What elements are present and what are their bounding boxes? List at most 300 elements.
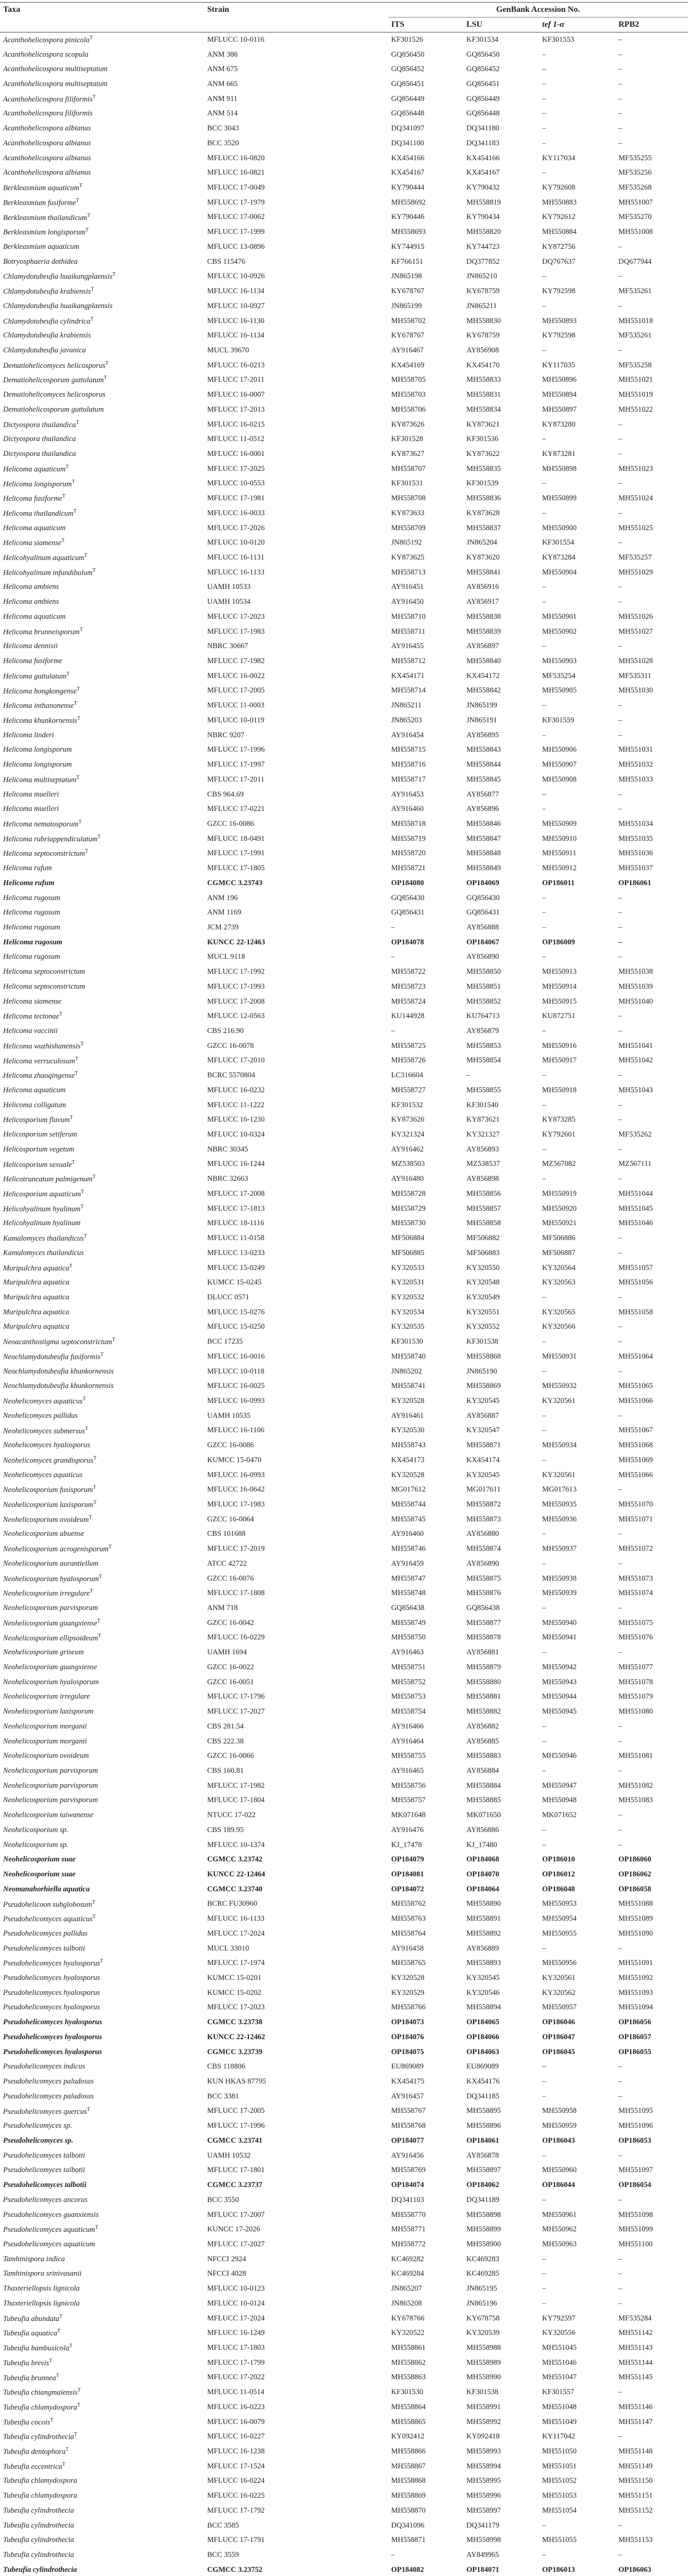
table-row xyxy=(0,1482,688,1497)
cell-its xyxy=(388,994,463,1009)
cell-rpb2 xyxy=(615,1541,688,1556)
cell-its xyxy=(388,1882,463,1897)
cell-tef xyxy=(539,2563,615,2576)
cell-rpb2-text: – xyxy=(618,2284,623,2293)
cell-its-text: MH558720 xyxy=(391,849,426,858)
type-strain-marker: T xyxy=(83,1233,87,1240)
cell-lsu-text: KF301539 xyxy=(466,479,499,488)
cell-strain xyxy=(204,373,388,388)
cell-strain xyxy=(204,77,388,92)
cell-rpb2 xyxy=(615,2237,688,2252)
cell-strain xyxy=(204,1971,388,1986)
cell-taxon xyxy=(0,580,204,595)
cell-its xyxy=(388,639,463,654)
cell-rpb2-text: – xyxy=(618,701,623,710)
cell-lsu-text: GQ856431 xyxy=(466,908,500,917)
cell-strain-text: KUMCC 15-0202 xyxy=(207,1988,262,1997)
cell-rpb2-text: – xyxy=(618,509,623,517)
cell-taxon-text: Pseudohelicomyces aquaticum xyxy=(3,2240,95,2248)
cell-tef-text: MH551055 xyxy=(542,2536,577,2545)
cell-taxon xyxy=(0,1690,204,1705)
cell-rpb2-text: MH551057 xyxy=(618,1263,653,1272)
cell-its xyxy=(388,1897,463,1912)
cell-taxon xyxy=(0,1778,204,1793)
cell-lsu-text: MH558995 xyxy=(466,2477,501,2485)
cell-lsu xyxy=(463,935,539,950)
cell-rpb2-text: – xyxy=(618,479,623,488)
cell-strain-text: ATCC 42722 xyxy=(207,1559,247,1568)
cell-its xyxy=(388,432,463,447)
cell-rpb2-text: MH551082 xyxy=(618,1781,653,1790)
cell-taxon-text: Muripulchra aquatica xyxy=(3,1264,70,1273)
cell-tef-text: MH550947 xyxy=(542,1781,577,1790)
cell-rpb2 xyxy=(615,728,688,743)
cell-taxon xyxy=(0,1660,204,1675)
cell-tef-text: – xyxy=(542,1027,546,1036)
cell-lsu xyxy=(463,284,539,299)
cell-tef-text: MH550900 xyxy=(542,523,577,532)
cell-lsu-text: MH558852 xyxy=(466,997,501,1006)
cell-rpb2 xyxy=(615,1024,688,1039)
cell-lsu-text: MH558878 xyxy=(466,1633,501,1642)
cell-lsu xyxy=(463,1157,539,1172)
cell-rpb2-text: MH551042 xyxy=(618,1056,653,1065)
cell-rpb2-text: – xyxy=(618,94,623,103)
cell-rpb2 xyxy=(615,402,688,417)
cell-taxon xyxy=(0,506,204,521)
cell-rpb2 xyxy=(615,1838,688,1853)
cell-its-text: MH558727 xyxy=(391,1086,426,1094)
cell-its xyxy=(388,269,463,284)
cell-taxon xyxy=(0,2400,204,2415)
cell-tef-text: KY320561 xyxy=(542,1396,576,1405)
cell-tef-text: – xyxy=(542,1411,546,1420)
cell-tef-text: MG017613 xyxy=(542,1485,577,1494)
cell-tef-text: – xyxy=(542,272,546,281)
cell-taxon xyxy=(0,1142,204,1157)
type-strain-marker: T xyxy=(87,2106,90,2112)
cell-its-text: AY916466 xyxy=(391,1722,424,1731)
cell-lsu xyxy=(463,1512,539,1527)
cell-its xyxy=(388,447,463,462)
cell-tef xyxy=(539,950,615,965)
cell-lsu xyxy=(463,2148,539,2163)
cell-tef-text: MH550907 xyxy=(542,760,577,769)
cell-its xyxy=(388,1334,463,1349)
cell-its-text: JN865207 xyxy=(391,2284,422,2293)
cell-its-text: KF301526 xyxy=(391,35,424,44)
cell-lsu-text: KY678759 xyxy=(466,331,500,340)
cell-strain-text: MFLUCC 10-0123 xyxy=(207,2284,265,2293)
cell-taxon xyxy=(0,2148,204,2163)
cell-its xyxy=(388,1438,463,1453)
table-row xyxy=(0,373,688,388)
cell-taxon-text: Helicoma zhaoqingense xyxy=(3,1072,75,1080)
cell-strain xyxy=(204,772,388,787)
table-row xyxy=(0,462,688,477)
table-row xyxy=(0,876,688,891)
cell-lsu-text: KF301534 xyxy=(466,35,499,44)
cell-taxon xyxy=(0,2355,204,2370)
cell-rpb2-text: MH551153 xyxy=(618,2536,653,2545)
cell-rpb2-text: MH551079 xyxy=(618,1692,653,1701)
cell-rpb2 xyxy=(615,1808,688,1823)
cell-tef-text: – xyxy=(542,1100,546,1109)
cell-rpb2-text: OP186057 xyxy=(618,2032,651,2041)
cell-strain xyxy=(204,151,388,166)
cell-its xyxy=(388,757,463,772)
cell-rpb2-text: OP186058 xyxy=(618,1885,651,1893)
cell-tef xyxy=(539,1852,615,1867)
type-strain-marker: T xyxy=(92,1899,95,1905)
cell-tef xyxy=(539,328,615,343)
table-row xyxy=(0,2059,688,2074)
cell-its-text: MH558865 xyxy=(391,2417,426,2426)
cell-taxon-text: Acanthohelicospora filiformis xyxy=(3,95,93,104)
cell-rpb2-text: – xyxy=(618,893,623,902)
cell-tef xyxy=(539,1438,615,1453)
cell-taxon xyxy=(0,121,204,136)
type-strain-marker: T xyxy=(85,1426,89,1432)
cell-lsu-text: MH558837 xyxy=(466,523,501,532)
cell-rpb2-text: MH551044 xyxy=(618,1189,653,1198)
cell-rpb2 xyxy=(615,1409,688,1423)
cell-rpb2-text: – xyxy=(618,716,623,724)
cell-lsu-text: MH558833 xyxy=(466,376,501,384)
cell-its xyxy=(388,1527,463,1542)
table-row xyxy=(0,920,688,935)
cell-rpb2-text: – xyxy=(618,1411,623,1420)
cell-taxon xyxy=(0,1527,204,1542)
cell-tef xyxy=(539,358,615,373)
cell-its-text: OP184075 xyxy=(391,2047,424,2056)
cell-strain xyxy=(204,1808,388,1823)
cell-strain-text: MFLUCC 10-0124 xyxy=(207,2299,265,2308)
cell-strain xyxy=(204,328,388,343)
cell-its-text: KX454175 xyxy=(391,2077,425,2086)
cell-rpb2-text: MH551027 xyxy=(618,627,653,636)
cell-tef xyxy=(539,935,615,950)
cell-tef-text: MH550959 xyxy=(542,2122,577,2130)
cell-its xyxy=(388,2237,463,2252)
cell-taxon xyxy=(0,1127,204,1142)
cell-taxon xyxy=(0,550,204,565)
cell-tef xyxy=(539,2370,615,2385)
cell-taxon xyxy=(0,151,204,166)
cell-rpb2 xyxy=(615,387,688,402)
cell-its xyxy=(388,1187,463,1201)
cell-strain xyxy=(204,1897,388,1912)
cell-tef xyxy=(539,1379,615,1394)
cell-rpb2 xyxy=(615,462,688,477)
type-strain-marker: T xyxy=(85,227,89,233)
cell-its-text: KF301531 xyxy=(391,479,424,488)
cell-its xyxy=(388,1379,463,1394)
cell-rpb2-text: OP186063 xyxy=(618,2565,651,2574)
cell-strain-text: MFLUCC 17-2010 xyxy=(207,1056,265,1065)
cell-lsu xyxy=(463,240,539,255)
cell-rpb2-text: – xyxy=(618,2269,623,2278)
cell-its-text: MH558728 xyxy=(391,1189,426,1198)
cell-tef xyxy=(539,2488,615,2503)
cell-its-text: MH558766 xyxy=(391,2003,426,2012)
table-row xyxy=(0,654,688,669)
table-row xyxy=(0,935,688,950)
type-strain-marker: T xyxy=(92,1174,96,1180)
cell-tef-text: OP186048 xyxy=(542,1885,575,1893)
cell-its xyxy=(388,417,463,432)
cell-strain xyxy=(204,2208,388,2223)
cell-lsu xyxy=(463,2104,539,2119)
cell-its xyxy=(388,1246,463,1261)
cell-rpb2 xyxy=(615,1556,688,1571)
cell-tef xyxy=(539,861,615,876)
cell-taxon xyxy=(0,2252,204,2267)
cell-strain xyxy=(204,2385,388,2400)
cell-rpb2 xyxy=(615,654,688,669)
cell-taxon-text: Tubeufia abundata xyxy=(3,2314,60,2323)
cell-taxon-text: Helicoma rufum xyxy=(3,878,55,887)
cell-lsu xyxy=(463,1009,539,1024)
cell-lsu xyxy=(463,1704,539,1719)
cell-tef-text: MF506887 xyxy=(542,1248,576,1257)
cell-lsu xyxy=(463,373,539,388)
cell-lsu xyxy=(463,1897,539,1912)
cell-taxon xyxy=(0,1823,204,1838)
cell-lsu xyxy=(463,580,539,595)
cell-tef-text: MH550931 xyxy=(542,1352,577,1361)
cell-rpb2 xyxy=(615,417,688,432)
cell-its-text: MH558692 xyxy=(391,198,426,207)
cell-taxon-text: Muripulchra aquatica xyxy=(3,1293,70,1301)
cell-tef xyxy=(539,1778,615,1793)
cell-taxon xyxy=(0,2208,204,2223)
cell-strain-text: MFLUCC 17-1524 xyxy=(207,2462,265,2470)
table-row xyxy=(0,1956,688,1971)
cell-lsu xyxy=(463,2178,539,2193)
cell-tef xyxy=(539,595,615,609)
cell-taxon-text: Neohelicomyces pallidus xyxy=(3,1411,78,1420)
cell-taxon xyxy=(0,210,204,225)
cell-lsu xyxy=(463,195,539,210)
cell-strain-text: MFLUCC 16-0821 xyxy=(207,168,265,177)
cell-rpb2 xyxy=(615,1364,688,1379)
cell-lsu xyxy=(463,876,539,891)
cell-tef xyxy=(539,2326,615,2341)
cell-its-text: JN865202 xyxy=(391,1367,422,1376)
cell-rpb2-text: MH551097 xyxy=(618,2166,653,2175)
cell-taxon-text: Neohelicosporium irregulare xyxy=(3,1692,90,1701)
cell-lsu-text: MH558831 xyxy=(466,391,501,399)
cell-taxon xyxy=(0,757,204,772)
cell-tef xyxy=(539,1631,615,1646)
cell-its-text: AY916476 xyxy=(391,1825,424,1834)
cell-tef xyxy=(539,2503,615,2518)
cell-strain xyxy=(204,1527,388,1542)
cell-strain xyxy=(204,2488,388,2503)
cell-lsu-text: OP184063 xyxy=(466,2047,499,2056)
cell-lsu-text: AY856898 xyxy=(466,1175,499,1183)
cell-strain xyxy=(204,2045,388,2060)
cell-rpb2 xyxy=(615,2370,688,2385)
cell-taxon xyxy=(0,1645,204,1660)
cell-its-text: KX454169 xyxy=(391,361,425,369)
cell-lsu xyxy=(463,2341,539,2355)
cell-taxon xyxy=(0,2163,204,2178)
cell-rpb2-text: MH551025 xyxy=(618,523,653,532)
cell-lsu-text: KY678758 xyxy=(466,2314,500,2323)
cell-lsu xyxy=(463,2385,539,2400)
cell-lsu xyxy=(463,299,539,314)
cell-strain-text: BCC 3559 xyxy=(207,2551,239,2560)
cell-its xyxy=(388,1497,463,1512)
cell-its-text: KY873627 xyxy=(391,449,425,458)
cell-tef-text: MH550896 xyxy=(542,376,577,384)
cell-strain-text: MFLUCC 10-0119 xyxy=(207,716,265,724)
table-row xyxy=(0,2563,688,2576)
cell-rpb2-text: – xyxy=(618,1840,623,1849)
table-row xyxy=(0,595,688,609)
cell-strain xyxy=(204,1024,388,1039)
cell-taxon xyxy=(0,32,204,47)
cell-lsu-text: KY678759 xyxy=(466,287,500,296)
table-row xyxy=(0,358,688,373)
cell-taxon xyxy=(0,1616,204,1631)
cell-lsu-text: MH558875 xyxy=(466,1574,501,1583)
cell-rpb2-text: – xyxy=(618,1100,623,1109)
cell-lsu-text: MH558871 xyxy=(466,1441,501,1450)
cell-its-text: KY678766 xyxy=(391,2314,425,2323)
cell-strain xyxy=(204,1039,388,1054)
cell-its-text: MH558744 xyxy=(391,1500,426,1509)
cell-rpb2-text: – xyxy=(618,598,623,606)
cell-tef xyxy=(539,2030,615,2045)
cell-tef xyxy=(539,772,615,787)
cell-rpb2 xyxy=(615,1054,688,1069)
cell-tef xyxy=(539,787,615,802)
cell-its xyxy=(388,151,463,166)
cell-strain xyxy=(204,2148,388,2163)
cell-tef xyxy=(539,964,615,979)
cell-tef xyxy=(539,1911,615,1926)
cell-strain-text: MFLUCC 16-0993 xyxy=(207,1470,265,1479)
cell-its-text: MH558754 xyxy=(391,1707,426,1716)
cell-rpb2 xyxy=(615,92,688,107)
cell-strain xyxy=(204,1497,388,1512)
cell-lsu xyxy=(463,328,539,343)
table-row xyxy=(0,1054,688,1069)
cell-strain xyxy=(204,2133,388,2148)
type-strain-marker: T xyxy=(76,197,79,204)
cell-rpb2-text: MF535270 xyxy=(618,213,652,222)
header-spacer-taxa xyxy=(0,18,204,32)
cell-lsu xyxy=(463,2518,539,2533)
cell-strain xyxy=(204,1986,388,2001)
cell-rpb2 xyxy=(615,2355,688,2370)
table-row xyxy=(0,1823,688,1838)
cell-taxon-text: Helicoma khunkornensis xyxy=(3,716,77,725)
cell-rpb2-text: MH551096 xyxy=(618,2122,653,2130)
cell-tef-text: MH550939 xyxy=(542,1589,577,1598)
cell-lsu-text: MH558843 xyxy=(466,745,501,754)
cell-rpb2-text: OP186060 xyxy=(618,1855,651,1864)
cell-taxon xyxy=(0,402,204,417)
cell-its xyxy=(388,521,463,536)
cell-taxon xyxy=(0,1793,204,1808)
cell-tef xyxy=(539,1764,615,1778)
cell-its xyxy=(388,950,463,965)
cell-lsu-text: MH558881 xyxy=(466,1692,501,1701)
cell-lsu-text: MH558830 xyxy=(466,316,501,325)
cell-strain-text: CGMCC 3.23740 xyxy=(207,1885,263,1893)
cell-taxon xyxy=(0,802,204,817)
cell-tef xyxy=(539,2385,615,2400)
cell-tef-text: MH551049 xyxy=(542,2417,577,2426)
cell-strain xyxy=(204,32,388,47)
cell-lsu xyxy=(463,47,539,62)
cell-taxon-text: Pseudohelicomyces hyalosporus xyxy=(3,1959,100,1968)
cell-rpb2 xyxy=(615,2503,688,2518)
cell-strain-text: MUCL 33010 xyxy=(207,1944,249,1953)
cell-strain-text: MFLUCC 16-0993 xyxy=(207,1396,265,1405)
cell-its xyxy=(388,1290,463,1305)
cell-strain xyxy=(204,136,388,151)
cell-lsu-text: JN865190 xyxy=(466,1367,497,1376)
cell-tef xyxy=(539,373,615,388)
cell-its xyxy=(388,2488,463,2503)
cell-rpb2-text: – xyxy=(618,1485,623,1494)
cell-taxon xyxy=(0,299,204,314)
cell-taxon xyxy=(0,1867,204,1882)
cell-rpb2 xyxy=(615,1216,688,1231)
cell-rpb2 xyxy=(615,1926,688,1941)
cell-its-text: MH558716 xyxy=(391,760,426,769)
cell-its xyxy=(388,1054,463,1069)
cell-strain-text: MFLUCC 17-1993 xyxy=(207,982,265,991)
cell-strain-text: CBS 216.90 xyxy=(207,1027,244,1036)
cell-its xyxy=(388,225,463,240)
cell-tef xyxy=(539,2163,615,2178)
cell-lsu xyxy=(463,1911,539,1926)
cell-strain-text: MFLUCC 16-0224 xyxy=(207,2477,265,2485)
cell-taxon xyxy=(0,979,204,994)
cell-rpb2 xyxy=(615,757,688,772)
cell-tef xyxy=(539,1512,615,1527)
cell-lsu-text: KY744723 xyxy=(466,242,500,251)
table-row xyxy=(0,2503,688,2518)
cell-strain-text: MFLUCC 17-0049 xyxy=(207,183,265,192)
cell-taxon-text: Helicohyalinum infundibulum xyxy=(3,568,93,577)
cell-its-text: MH558706 xyxy=(391,405,426,414)
cell-tef xyxy=(539,1956,615,1971)
header-strain: Strain xyxy=(204,3,388,18)
cell-taxon-text: Helicoma muelleri xyxy=(3,790,59,799)
cell-taxon-text: Tubeufia cylindrothecia xyxy=(3,2565,77,2574)
cell-tef-text: MH550920 xyxy=(542,1204,577,1213)
cell-taxon-text: Helicoma fusiforme xyxy=(3,657,62,666)
cell-its-text: MH558730 xyxy=(391,1219,426,1228)
cell-rpb2-text: OP186053 xyxy=(618,2136,651,2145)
cell-rpb2 xyxy=(615,2178,688,2193)
cell-tef-text: MH550936 xyxy=(542,1515,577,1523)
cell-strain xyxy=(204,1631,388,1646)
cell-its xyxy=(388,62,463,77)
cell-strain xyxy=(204,1556,388,1571)
table-row xyxy=(0,1275,688,1290)
cell-its-text: OP184073 xyxy=(391,2018,424,2027)
cell-taxon xyxy=(0,1897,204,1912)
cell-rpb2 xyxy=(615,1172,688,1187)
